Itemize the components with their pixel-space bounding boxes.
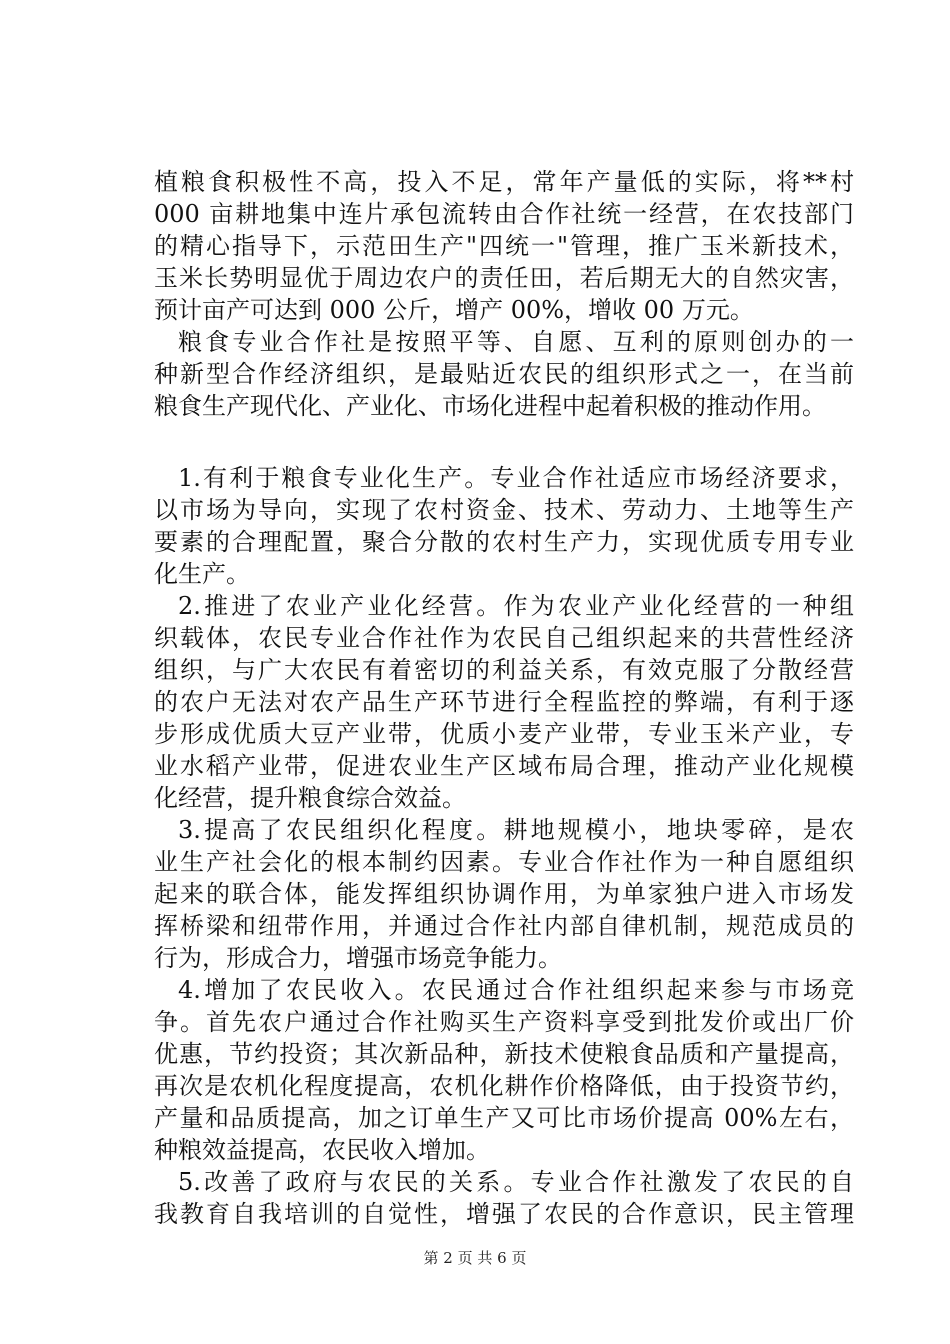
text-line: 粮食生产现代化、产业化、市场化进程中起着积极的推动作用。 bbox=[154, 392, 826, 420]
text-line: 化经营，提升粮食综合效益。 bbox=[154, 784, 466, 812]
text-line: 化生产。 bbox=[154, 560, 250, 588]
paragraph bbox=[154, 590, 854, 814]
document-body bbox=[154, 166, 854, 1230]
text-line: 粮食专业合作社是按照平等、自愿、互利的原则创办的一 bbox=[178, 328, 854, 356]
text-line: 3.提高了农民组织化程度。耕地规模小，地块零碎，是农 bbox=[178, 816, 854, 844]
text-line: 预计亩产可达到 000 公斤，增产 00%，增收 00 万元。 bbox=[154, 296, 754, 324]
text-line: 行为，形成合力，增强市场竞争能力。 bbox=[154, 944, 562, 972]
text-line: 1.有利于粮食专业化生产。专业合作社适应市场经济要求， bbox=[178, 464, 854, 492]
text-line: 000 亩耕地集中连片承包流转由合作社统一经营，在农技部门 bbox=[154, 200, 854, 228]
text-line: 组织，与广大农民有着密切的利益关系，有效克服了分散经营 bbox=[154, 656, 854, 684]
text-line: 的精心指导下，示范田生产"四统一"管理，推广玉米新技术， bbox=[154, 232, 854, 260]
text-line: 的农户无法对农产品生产环节进行全程监控的弊端，有利于逐 bbox=[154, 688, 854, 716]
text-line: 业生产社会化的根本制约因素。专业合作社作为一种自愿组织 bbox=[154, 848, 854, 876]
paragraph bbox=[154, 974, 854, 1166]
paragraph bbox=[154, 814, 854, 974]
text-line: 争。首先农户通过合作社购买生产资料享受到批发价或出厂价 bbox=[154, 1008, 854, 1036]
paragraph-gap bbox=[154, 422, 854, 462]
paragraph bbox=[154, 462, 854, 590]
paragraph bbox=[154, 326, 854, 422]
text-line: 植粮食积极性不高，投入不足，常年产量低的实际，将**村 bbox=[154, 168, 854, 196]
text-line: 步形成优质大豆产业带，优质小麦产业带，专业玉米产业，专 bbox=[154, 720, 854, 748]
paragraph bbox=[154, 166, 854, 326]
text-line: 挥桥梁和纽带作用，并通过合作社内部自律机制，规范成员的 bbox=[154, 912, 854, 940]
page-number-footer: 第 2 页 共 6 页 bbox=[423, 1249, 527, 1267]
text-line: 2.推进了农业产业化经营。作为农业产业化经营的一种组 bbox=[178, 592, 854, 620]
text-line: 织载体，农民专业合作社作为农民自己组织起来的共营性经济 bbox=[154, 624, 854, 652]
text-line: 优惠，节约投资；其次新品种，新技术使粮食品质和产量提高， bbox=[154, 1040, 854, 1068]
text-line: 业水稻产业带，促进农业生产区域布局合理，推动产业化规模 bbox=[154, 752, 854, 780]
text-line: 起来的联合体，能发挥组织协调作用，为单家独户进入市场发 bbox=[154, 880, 854, 908]
text-line: 种粮效益提高，农民收入增加。 bbox=[154, 1136, 490, 1164]
text-line: 4.增加了农民收入。农民通过合作社组织起来参与市场竞 bbox=[178, 976, 854, 1004]
text-line: 我教育自我培训的自觉性，增强了农民的合作意识，民主管理 bbox=[154, 1200, 854, 1228]
text-line: 玉米长势明显优于周边农户的责任田，若后期无大的自然灾害， bbox=[154, 264, 854, 292]
text-line: 以市场为导向，实现了农村资金、技术、劳动力、土地等生产 bbox=[154, 496, 854, 524]
paragraph bbox=[154, 1166, 854, 1230]
text-line: 要素的合理配置，聚合分散的农村生产力，实现优质专用专业 bbox=[154, 528, 854, 556]
text-line: 种新型合作经济组织，是最贴近农民的组织形式之一，在当前 bbox=[154, 360, 854, 388]
text-line: 产量和品质提高，加之订单生产又可比市场价提高 00%左右， bbox=[154, 1104, 854, 1132]
text-line: 5.改善了政府与农民的关系。专业合作社激发了农民的自 bbox=[178, 1168, 854, 1196]
text-line: 再次是农机化程度提高，农机化耕作价格降低，由于投资节约， bbox=[154, 1072, 854, 1100]
